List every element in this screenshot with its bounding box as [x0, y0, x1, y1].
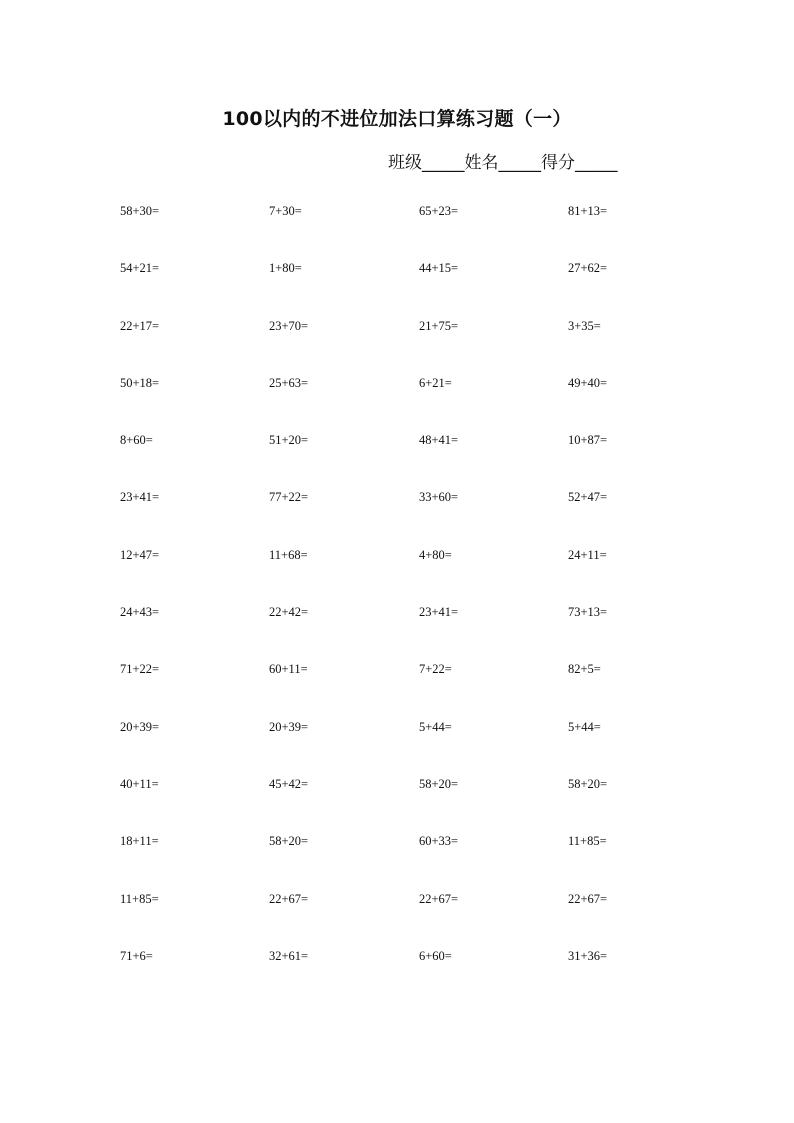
- problem: 23+70=: [269, 318, 309, 333]
- problem: 5+44=: [419, 719, 452, 734]
- problem: 8+60=: [120, 433, 153, 448]
- problem: 71+6=: [120, 948, 153, 963]
- problem: 48+41=: [419, 433, 459, 448]
- student-info-line: 班级_____姓名_____得分_____: [388, 153, 618, 173]
- problem: 24+43=: [120, 605, 160, 620]
- problem: 23+41=: [419, 605, 459, 620]
- problem: 58+20=: [419, 776, 459, 791]
- problem: 71+22=: [120, 662, 160, 677]
- problem: 77+22=: [269, 490, 309, 505]
- page-title: 100以内的不进位加法口算练习题（一）: [222, 108, 572, 130]
- problem: 18+11=: [120, 834, 159, 849]
- problem: 32+61=: [269, 948, 309, 963]
- problem: 22+17=: [120, 318, 160, 333]
- problem: 10+87=: [568, 433, 608, 448]
- problem: 3+35=: [568, 318, 601, 333]
- problem: 81+13=: [568, 204, 608, 218]
- problem: 33+60=: [419, 490, 459, 505]
- problem: 5+44=: [568, 719, 601, 734]
- problem: 11+68=: [269, 547, 308, 562]
- problem: 21+75=: [419, 318, 459, 333]
- problem-grid: [120, 203, 720, 1005]
- problem: 54+21=: [120, 261, 160, 276]
- problem: 82+5=: [568, 662, 601, 677]
- problem: 6+21=: [419, 375, 452, 390]
- problem: 7+22=: [419, 662, 452, 677]
- problem: 49+40=: [568, 375, 608, 390]
- problem: 25+63=: [269, 375, 309, 390]
- problem: 4+80=: [419, 547, 452, 562]
- problem: 7+30=: [269, 204, 302, 218]
- problem: 65+23=: [419, 204, 459, 218]
- problem: 22+67=: [419, 891, 459, 906]
- problem: 20+39=: [269, 719, 309, 734]
- problem: 11+85=: [120, 891, 159, 906]
- problem: 27+62=: [568, 261, 608, 276]
- problem: 60+11=: [269, 662, 308, 677]
- problem: 50+18=: [120, 375, 160, 390]
- problem: 58+30=: [120, 204, 160, 218]
- problem: 22+67=: [568, 891, 608, 906]
- problem: 58+20=: [568, 776, 608, 791]
- problem: 45+42=: [269, 776, 309, 791]
- problem: 52+47=: [568, 490, 608, 505]
- problem: 58+20=: [269, 834, 309, 849]
- problem: 60+33=: [419, 834, 459, 849]
- problem: 40+11=: [120, 776, 159, 791]
- problem: 22+42=: [269, 605, 309, 620]
- problem: 23+41=: [120, 490, 160, 505]
- problem: 1+80=: [269, 261, 302, 276]
- problem: 6+60=: [419, 948, 452, 963]
- problem: 24+11=: [568, 547, 607, 562]
- problem: 11+85=: [568, 834, 607, 849]
- problem: 31+36=: [568, 948, 608, 963]
- problem: 51+20=: [269, 433, 309, 448]
- problem: 44+15=: [419, 261, 459, 276]
- problem: 22+67=: [269, 891, 309, 906]
- problem: 73+13=: [568, 605, 608, 620]
- problem: 20+39=: [120, 719, 160, 734]
- problem: 12+47=: [120, 547, 160, 562]
